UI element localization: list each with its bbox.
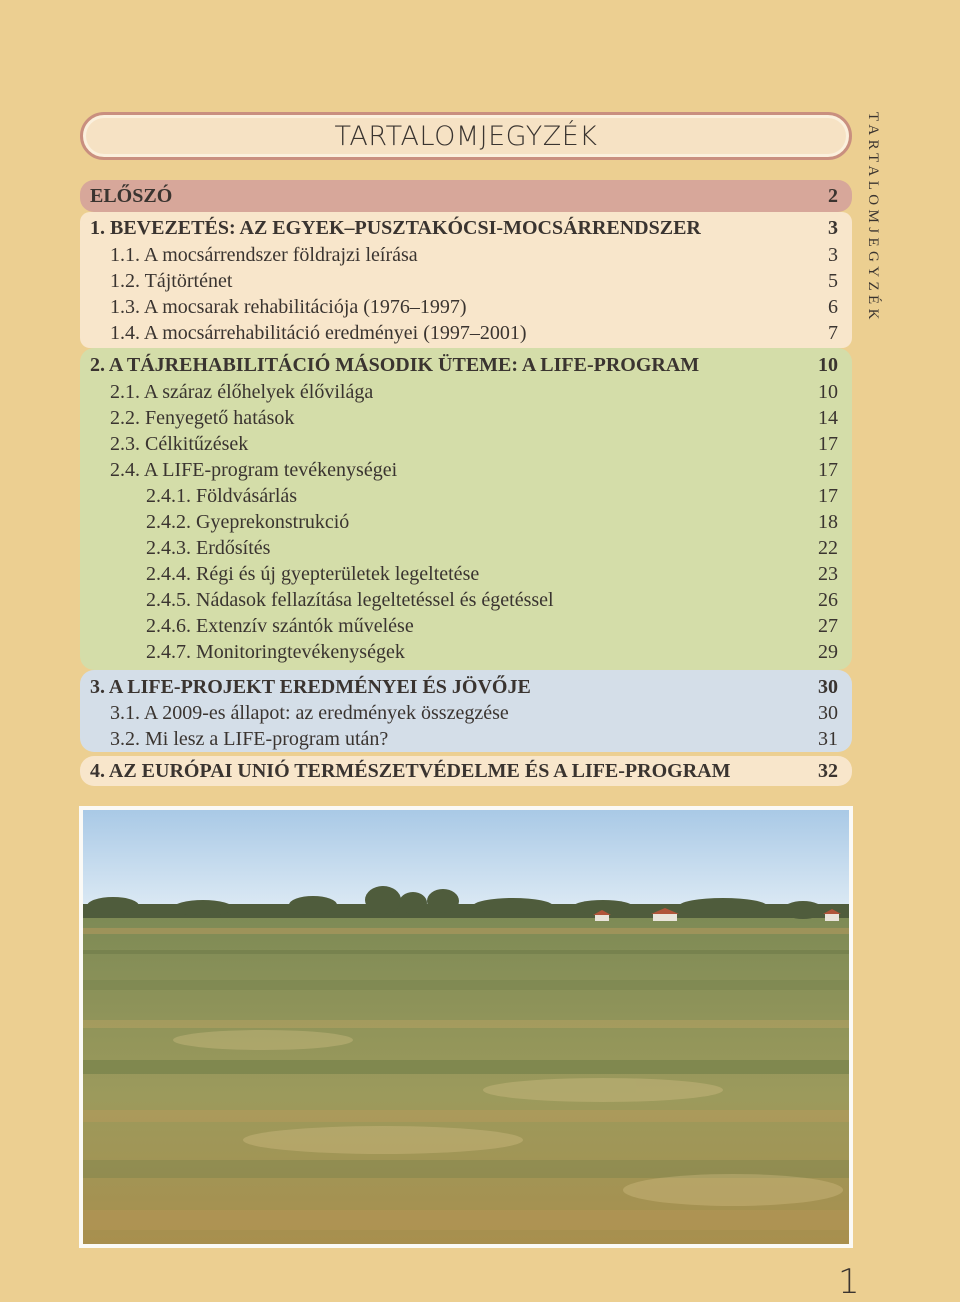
- toc-entry-page: 14: [818, 407, 838, 429]
- toc-entry-label: 2.4.2. Gyeprekonstrukció: [146, 511, 350, 533]
- toc-entry-label: 1. BEVEZETÉS: AZ EGYEK–PUSZTAKÓCSI-MOCSÁRRENDSZER: [90, 217, 701, 239]
- toc-entry-label: 3.2. Mi lesz a LIFE-program után?: [110, 728, 389, 750]
- toc-entry-label: 4. AZ EURÓPAI UNIÓ TERMÉSZETVÉDELME ÉS A LIFE-PROGRAM: [90, 760, 731, 782]
- toc-entry-2-1[interactable]: [110, 379, 838, 405]
- toc-section-4: [80, 756, 852, 786]
- toc-entry-page: 3: [828, 217, 838, 239]
- toc-entry-page: 17: [818, 433, 838, 455]
- toc-entry-label: 3. A LIFE-PROJEKT EREDMÉNYEI ÉS JÖVŐJE: [90, 676, 531, 698]
- toc-entry-3-1[interactable]: [110, 700, 838, 726]
- toc-entry-1-4[interactable]: [110, 320, 838, 346]
- landscape-photo: [79, 806, 853, 1248]
- toc-entry-label: 2.2. Fenyegető hatások: [110, 407, 295, 429]
- toc-entry-page: 32: [818, 760, 838, 782]
- toc-entry-label: 2.4.6. Extenzív szántók művelése: [146, 615, 414, 637]
- toc-entry-2-4-4[interactable]: [146, 561, 838, 587]
- toc-entry-page: 31: [818, 728, 838, 750]
- toc-entry-label: 3.1. A 2009-es állapot: az eredmények összegzése: [110, 702, 509, 724]
- toc-entry-2-3[interactable]: [110, 431, 838, 457]
- toc-entry-2-4-1[interactable]: [146, 483, 838, 509]
- toc-entry-2-2[interactable]: [110, 405, 838, 431]
- toc-entry-2-4-3[interactable]: [146, 535, 838, 561]
- toc-entry-1-1[interactable]: [110, 242, 838, 268]
- toc-entry-foreword[interactable]: [90, 183, 838, 209]
- toc-entry-2-4-7[interactable]: [146, 639, 838, 665]
- toc-entry-chapter-4[interactable]: [90, 758, 838, 784]
- toc-entry-2-4-2[interactable]: [146, 509, 838, 535]
- toc-entry-label: 2.1. A száraz élőhelyek élővilága: [110, 381, 374, 403]
- toc-entry-page: 2: [828, 185, 838, 207]
- toc-entry-page: 22: [818, 537, 838, 559]
- toc-entry-3-2[interactable]: [110, 726, 838, 752]
- toc-entry-page: 10: [818, 381, 838, 403]
- toc-entry-chapter-2[interactable]: [90, 352, 838, 378]
- toc-entry-label: ELŐSZÓ: [90, 185, 173, 207]
- toc-entry-label: 2. A TÁJREHABILITÁCIÓ MÁSODIK ÜTEME: A LIFE-PROGRAM: [90, 354, 700, 376]
- toc-entry-label: 2.4.1. Földvásárlás: [146, 485, 298, 507]
- toc-section-foreword: [80, 180, 852, 212]
- toc-entry-label: 2.4. A LIFE-program tevékenységei: [110, 459, 398, 481]
- toc-entry-1-2[interactable]: [110, 268, 838, 294]
- toc-entry-page: 27: [818, 615, 838, 637]
- toc-entry-page: 3: [828, 244, 838, 266]
- toc-entry-page: 30: [818, 702, 838, 724]
- toc-entry-page: 7: [828, 322, 838, 344]
- toc-entry-page: 23: [818, 563, 838, 585]
- toc-entry-1-3[interactable]: [110, 294, 838, 320]
- toc-entry-label: 2.4.5. Nádasok fellazítása legeltetéssel és égetéssel: [146, 589, 554, 611]
- toc-section-2: [80, 348, 852, 670]
- toc-entry-2-4-5[interactable]: [146, 587, 838, 613]
- toc-entry-label: 1.2. Tájtörténet: [110, 270, 233, 292]
- toc-entry-page: 30: [818, 676, 838, 698]
- toc-entry-page: 10: [818, 354, 838, 376]
- toc-entry-page: 6: [828, 296, 838, 318]
- toc-section-3: [80, 670, 852, 752]
- toc-entry-page: 17: [818, 485, 838, 507]
- toc-entry-page: 17: [818, 459, 838, 481]
- toc-entry-chapter-3[interactable]: [90, 674, 838, 700]
- toc-entry-label: 1.1. A mocsárrendszer földrajzi leírása: [110, 244, 418, 266]
- toc-entry-label: 2.4.7. Monitoringtevékenységek: [146, 641, 405, 663]
- toc-entry-page: 5: [828, 270, 838, 292]
- toc-entry-chapter-1[interactable]: [90, 215, 838, 241]
- toc-entry-label: 2.3. Célkitűzések: [110, 433, 249, 455]
- toc-entry-label: 2.4.4. Régi és új gyepterületek legeltetése: [146, 563, 480, 585]
- toc-entry-label: 2.4.3. Erdősítés: [146, 537, 271, 559]
- toc-entry-2-4-6[interactable]: [146, 613, 838, 639]
- side-running-title: TARTALOMJEGYZÉK: [865, 112, 881, 324]
- toc-entry-page: 29: [818, 641, 838, 663]
- toc-title-box: [80, 112, 852, 160]
- toc-entry-2-4[interactable]: [110, 457, 838, 483]
- toc-entry-page: 26: [818, 589, 838, 611]
- toc-entry-page: 18: [818, 511, 838, 533]
- toc-title: TARTALOMJEGYZÉK: [334, 120, 598, 152]
- toc-section-1: [80, 212, 852, 348]
- toc-entry-label: 1.3. A mocsarak rehabilitációja (1976–1997): [110, 296, 467, 318]
- page-number: 1: [838, 1262, 860, 1302]
- landscape-photo-illustration: [83, 810, 849, 1244]
- toc-entry-label: 1.4. A mocsárrehabilitáció eredményei (1997–2001): [110, 322, 527, 344]
